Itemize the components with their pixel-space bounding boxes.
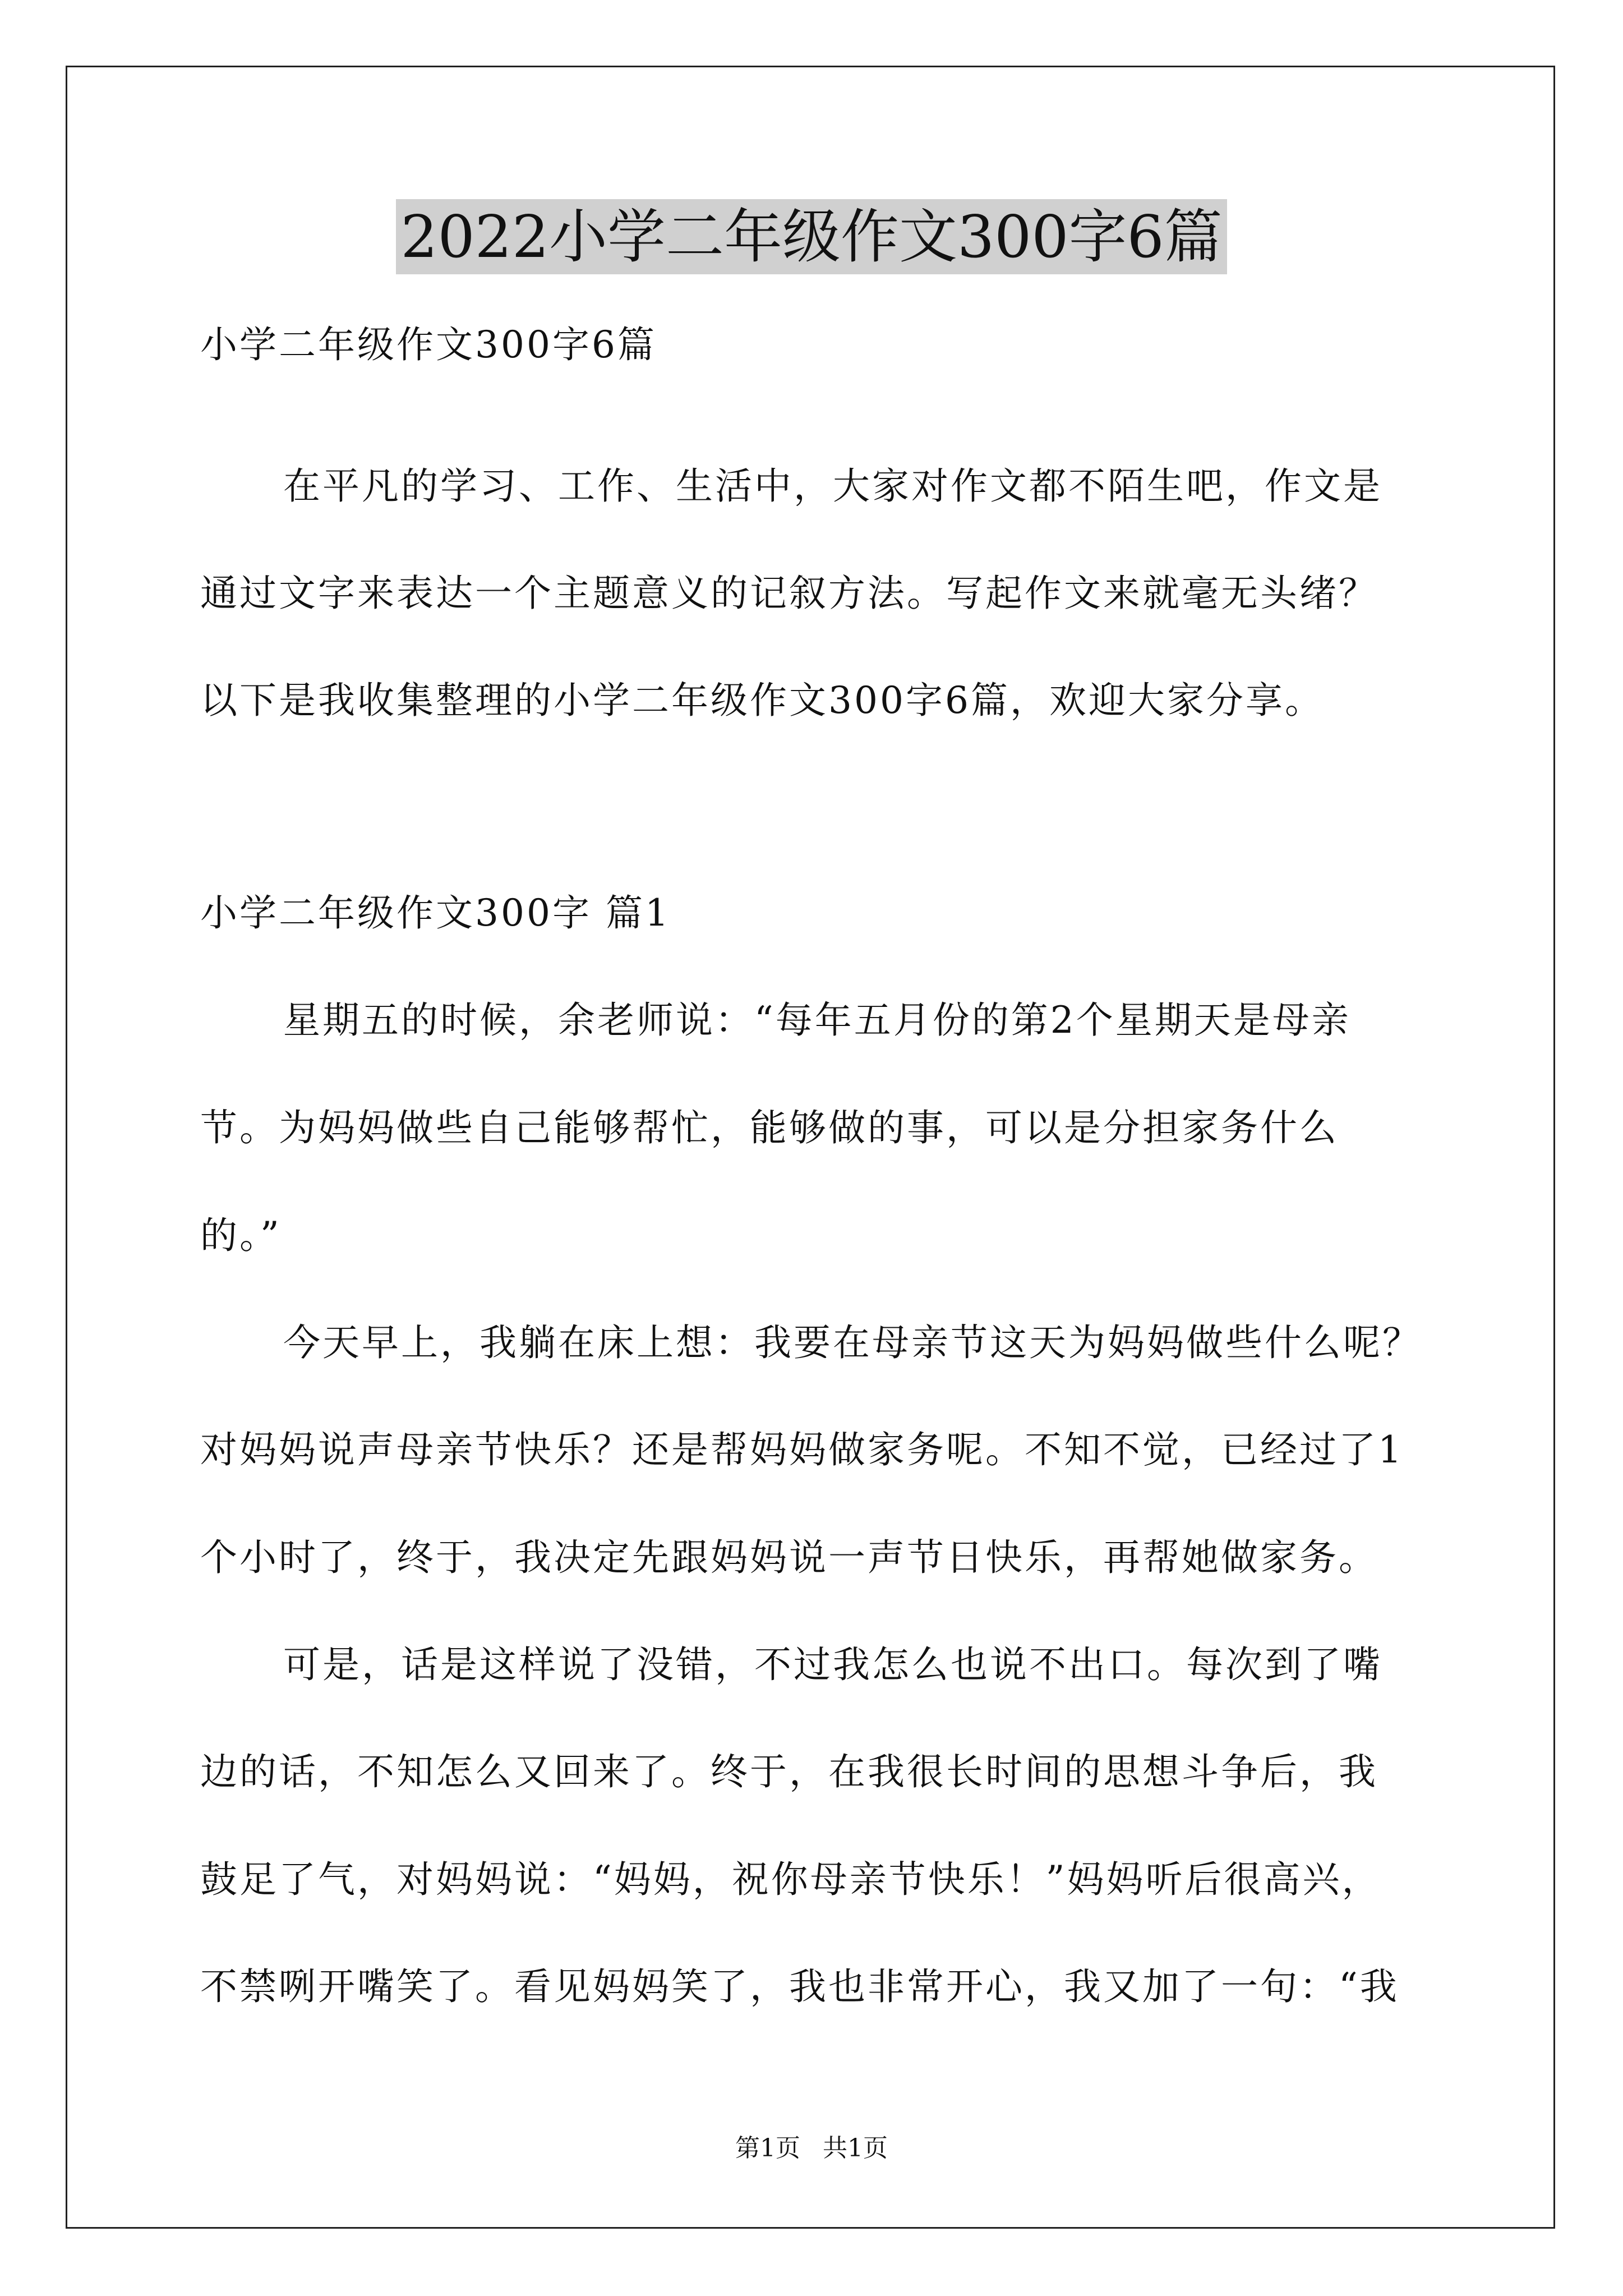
body-line-9: 鼓足了气，对妈妈说：“妈妈，祝你母亲节快乐！”妈妈听后很高兴，: [200, 1858, 1381, 1901]
body-line-3: 的。”: [200, 1214, 282, 1257]
intro-line-2: 通过文字来表达一个主题意义的记叙方法。写起作文来就毫无头绪？: [200, 572, 1378, 615]
page-footer: [0, 2132, 1623, 2165]
body-line-4: 今天早上，我躺在床上想：我要在母亲节这天为妈妈做些什么呢？: [283, 1321, 1422, 1364]
intro-line-3: 以下是我收集整理的小学二年级作文300字6篇，欢迎大家分享。: [200, 679, 1324, 722]
section-heading: 小学二年级作文300字 篇1: [200, 891, 671, 935]
intro-line-1: 在平凡的学习、工作、生活中，大家对作文都不陌生吧，作文是: [283, 464, 1382, 508]
body-line-2: 节。为妈妈做些自己能够帮忙，能够做的事，可以是分担家务什么: [200, 1106, 1339, 1149]
document-heading: 小学二年级作文300字6篇: [200, 323, 657, 366]
page-number: 第1页: [735, 2134, 800, 2162]
body-line-6: 个小时了，终于，我决定先跟妈妈说一声节日快乐，再帮她做家务。: [200, 1536, 1378, 1579]
body-line-8: 边的话，不知怎么又回来了。终于，在我很长时间的思想斗争后，我: [200, 1750, 1378, 1793]
body-line-7: 可是，话是这样说了没错，不过我怎么也说不出口。每次到了嘴: [283, 1643, 1382, 1686]
document-title-text: 2022小学二年级作文300字6篇: [396, 199, 1227, 274]
body-line-1: 星期五的时候，余老师说：“每年五月份的第2个星期天是母亲: [283, 999, 1351, 1042]
body-line-5: 对妈妈说声母亲节快乐？还是帮妈妈做家务呢。不知不觉，已经过了1: [200, 1428, 1404, 1471]
document-title: [0, 197, 1623, 276]
body-line-10: 不禁咧开嘴笑了。看见妈妈笑了，我也非常开心，我又加了一句：“我: [200, 1965, 1399, 2008]
page-total: 共1页: [823, 2134, 888, 2162]
